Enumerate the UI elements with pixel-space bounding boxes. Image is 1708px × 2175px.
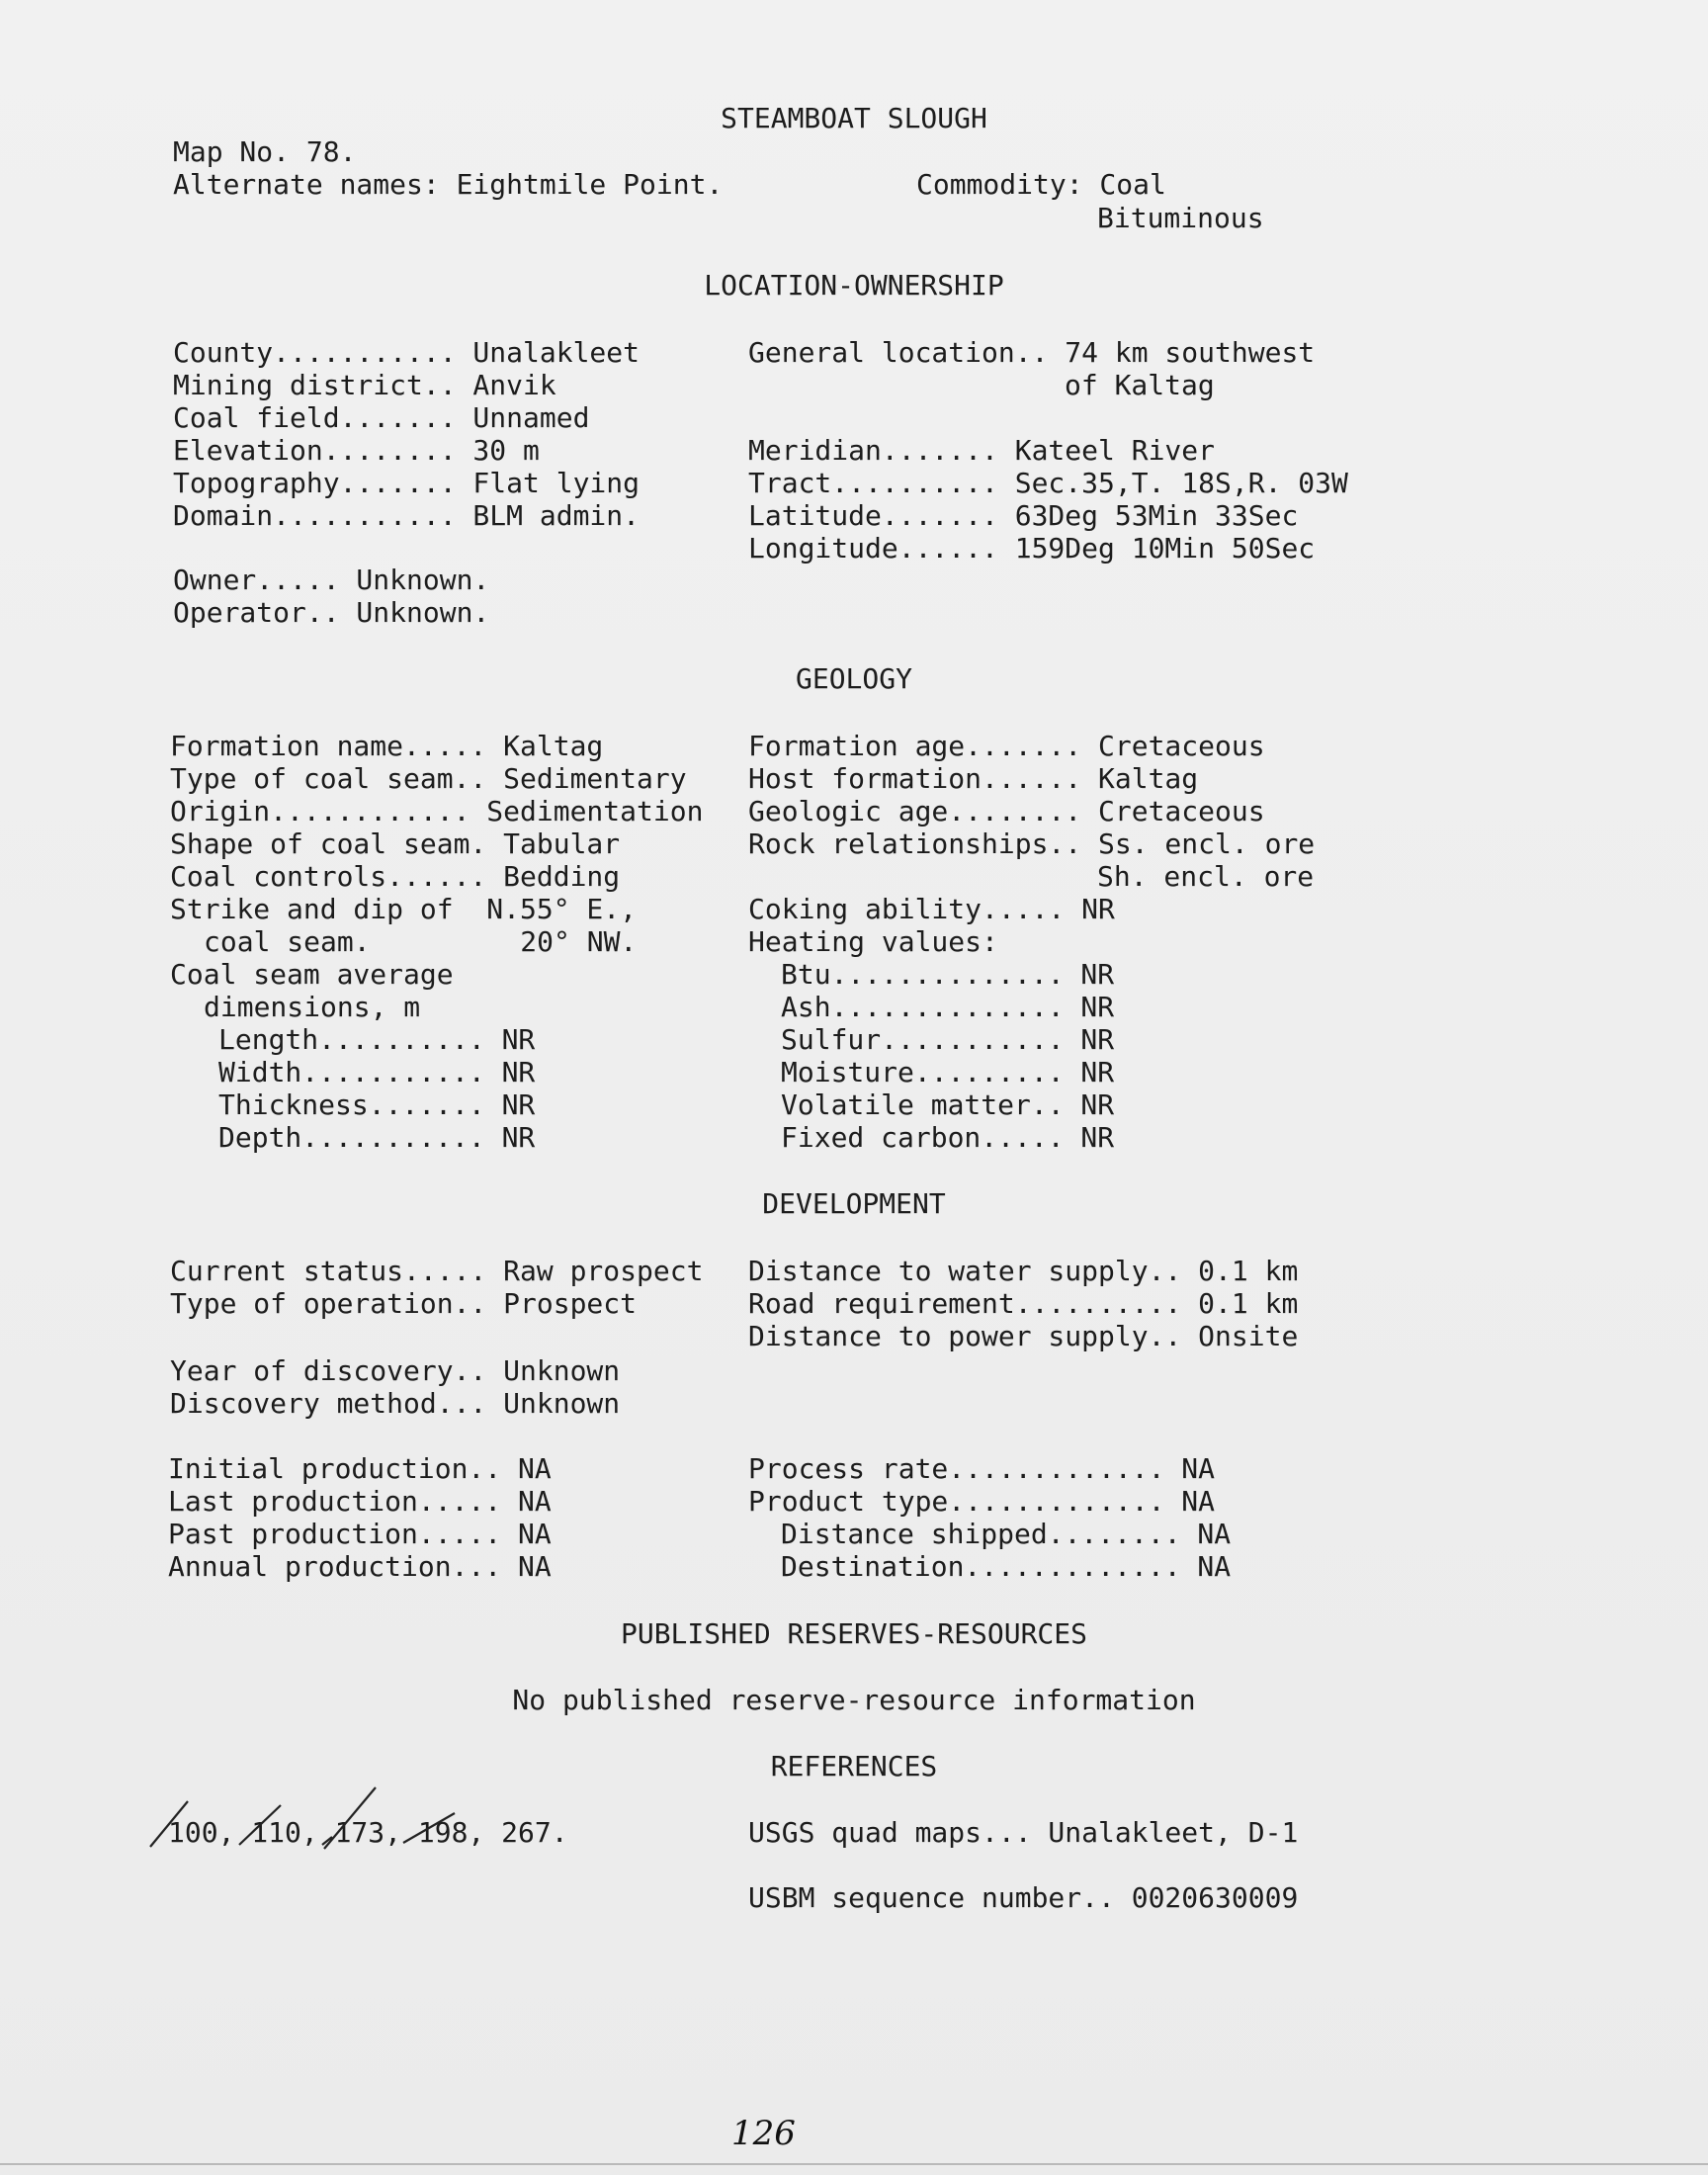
seam-average-label: Coal seam average (170, 958, 454, 991)
process-rate-field: Process rate............. NA (748, 1452, 1216, 1485)
domain-field: Domain........... BLM admin. (173, 499, 640, 532)
general-location-continued: of Kaltag (1065, 369, 1215, 401)
page-bottom-edge (0, 2163, 1708, 2165)
seam-shape-field: Shape of coal seam. Tabular (170, 827, 621, 860)
section-heading-geology: GEOLOGY (795, 662, 912, 695)
btu-field: Btu.............. NR (781, 958, 1115, 991)
discovery-method-field: Discovery method... Unknown (170, 1387, 621, 1420)
host-formation-field: Host formation...... Kaltag (748, 762, 1199, 795)
reference-list: 100, 110, 173, 198, 267. (168, 1816, 568, 1849)
rock-relationships-field: Rock relationships.. Ss. encl. ore (748, 827, 1316, 860)
operation-type-field: Type of operation.. Prospect (170, 1287, 638, 1320)
depth-field: Depth........... NR (218, 1121, 536, 1154)
coking-ability-field: Coking ability..... NR (748, 893, 1115, 925)
strike-dip-continued: coal seam. 20° NW. (204, 925, 638, 958)
usgs-quad-maps: USGS quad maps... Unalakleet, D-1 (748, 1816, 1299, 1849)
reserves-statement: No published reserve-resource information (512, 1684, 1196, 1716)
map-number: Map No. 78. (173, 135, 357, 168)
volatile-matter-field: Volatile matter.. NR (781, 1088, 1115, 1121)
longitude-field: Longitude...... 159Deg 10Min 50Sec (748, 532, 1316, 565)
owner-field: Owner..... Unknown. (173, 564, 490, 596)
past-production-field: Past production..... NA (168, 1518, 552, 1550)
last-production-field: Last production..... NA (168, 1485, 552, 1518)
product-type-field: Product type............. NA (748, 1485, 1216, 1518)
commodity: Commodity: Coal (916, 168, 1166, 201)
meridian-field: Meridian....... Kateel River (748, 434, 1216, 467)
strike-dip-field: Strike and dip of N.55° E., (170, 893, 638, 925)
general-location-field: General location.. 74 km southwest (748, 336, 1316, 369)
current-status-field: Current status..... Raw prospect (170, 1255, 704, 1287)
power-supply-field: Distance to power supply.. Onsite (748, 1320, 1299, 1352)
handwritten-strikethrough-marks (148, 1780, 504, 1869)
formation-age-field: Formation age....... Cretaceous (748, 730, 1265, 762)
initial-production-field: Initial production.. NA (168, 1452, 552, 1485)
section-heading-reserves: PUBLISHED RESERVES-RESOURCES (620, 1617, 1087, 1650)
operator-field: Operator.. Unknown. (173, 596, 490, 629)
handwritten-page-number: 126 (731, 2114, 796, 2153)
sulfur-field: Sulfur........... NR (781, 1023, 1115, 1056)
coal-seam-type-field: Type of coal seam.. Sedimentary (170, 762, 687, 795)
length-field: Length.......... NR (218, 1023, 536, 1056)
county-field: County........... Unalakleet (173, 336, 640, 369)
alternate-names: Alternate names: Eightmile Point. (173, 168, 724, 201)
thickness-field: Thickness....... NR (218, 1088, 536, 1121)
formation-name-field: Formation name..... Kaltag (170, 730, 604, 762)
geologic-age-field: Geologic age........ Cretaceous (748, 795, 1265, 827)
tract-field: Tract.......... Sec.35,T. 18S,R. 03W (748, 467, 1348, 499)
latitude-field: Latitude....... 63Deg 53Min 33Sec (748, 499, 1299, 532)
road-requirement-field: Road requirement.......... 0.1 km (748, 1287, 1299, 1320)
section-heading-location: LOCATION-OWNERSHIP (704, 269, 1004, 302)
coal-controls-field: Coal controls...... Bedding (170, 860, 621, 893)
heating-values-label: Heating values: (748, 925, 998, 958)
width-field: Width........... NR (218, 1056, 536, 1088)
water-supply-field: Distance to water supply.. 0.1 km (748, 1255, 1299, 1287)
elevation-field: Elevation........ 30 m (173, 434, 540, 467)
section-heading-development: DEVELOPMENT (762, 1187, 946, 1220)
commodity-type: Bituminous (1097, 202, 1264, 234)
usbm-sequence-number: USBM sequence number.. 0020630009 (748, 1881, 1299, 1914)
mining-district-field: Mining district.. Anvik (173, 369, 556, 401)
discovery-year-field: Year of discovery.. Unknown (170, 1354, 621, 1387)
fixed-carbon-field: Fixed carbon..... NR (781, 1121, 1115, 1154)
document-title: STEAMBOAT SLOUGH (721, 102, 987, 134)
origin-field: Origin............ Sedimentation (170, 795, 704, 827)
moisture-field: Moisture......... NR (781, 1056, 1115, 1088)
dimensions-label: dimensions, m (204, 991, 421, 1023)
distance-shipped-field: Distance shipped........ NA (781, 1518, 1232, 1550)
annual-production-field: Annual production... NA (168, 1550, 552, 1583)
topography-field: Topography....... Flat lying (173, 467, 640, 499)
coal-field-field: Coal field....... Unnamed (173, 401, 590, 434)
ash-field: Ash.............. NR (781, 991, 1115, 1023)
destination-field: Destination............. NA (781, 1550, 1232, 1583)
rock-relationships-continued: Sh. encl. ore (1097, 860, 1315, 893)
section-heading-references: REFERENCES (770, 1750, 938, 1783)
